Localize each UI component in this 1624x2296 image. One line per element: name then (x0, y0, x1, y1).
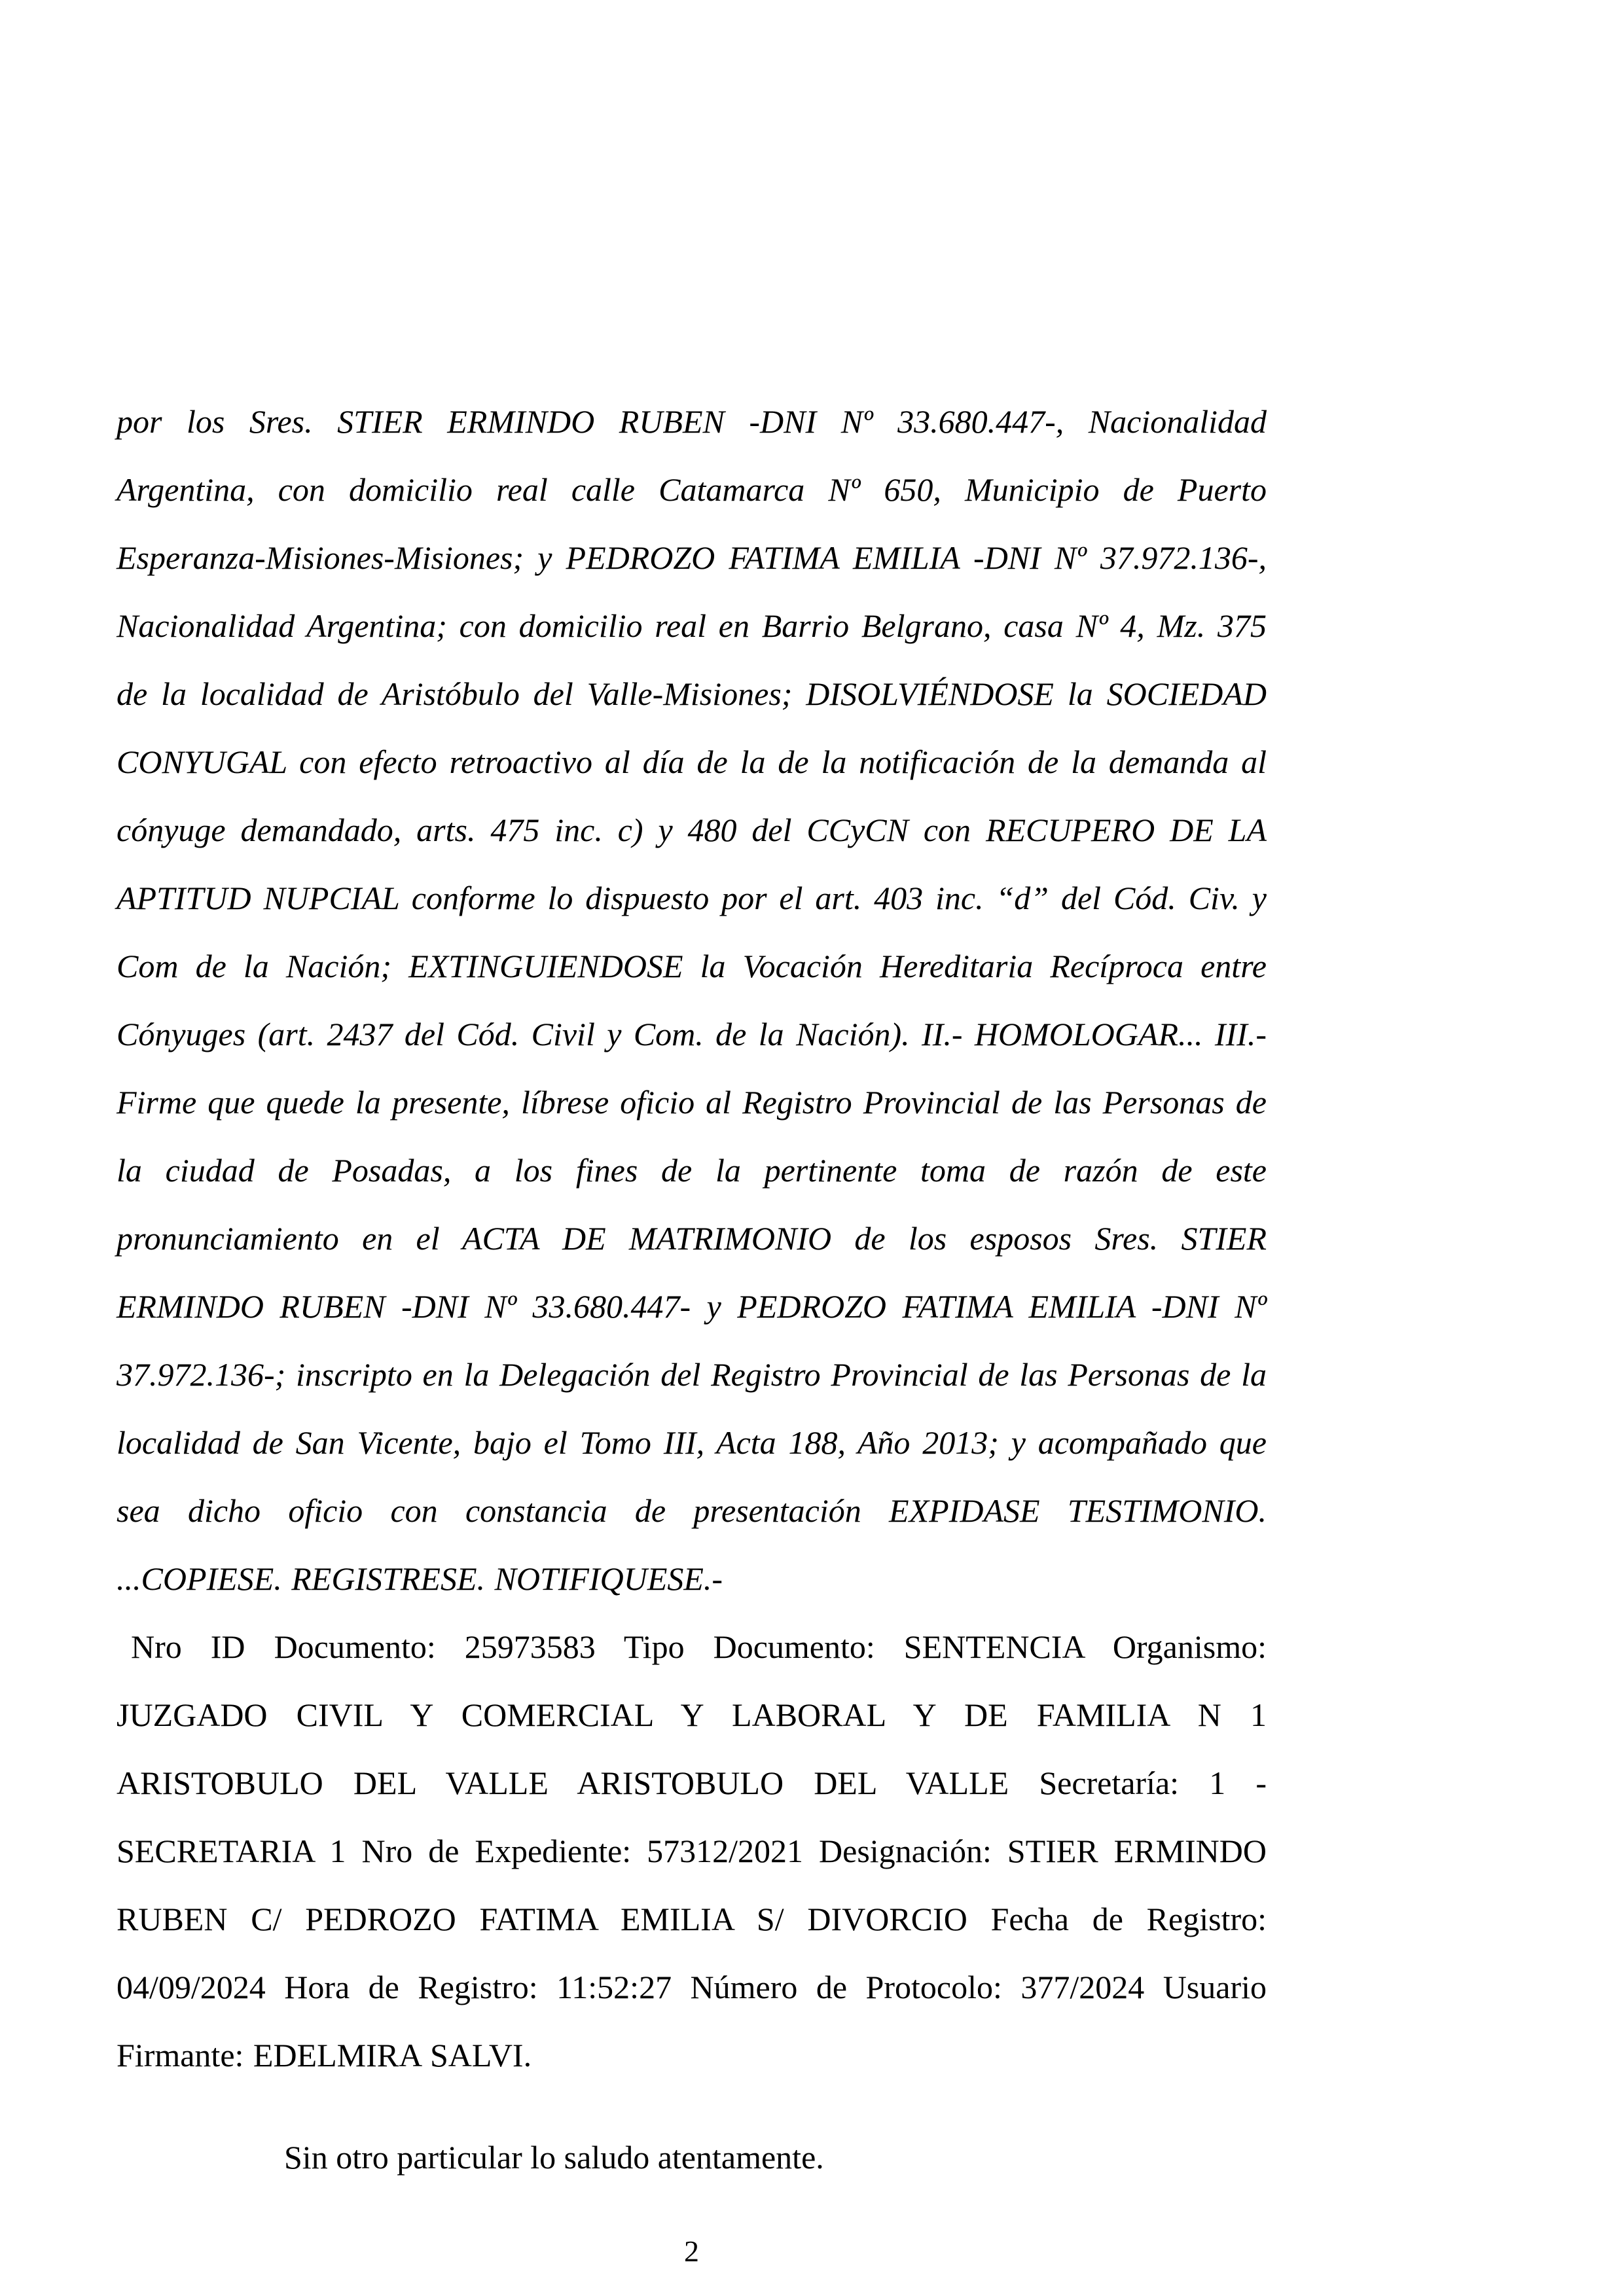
salutation-line: Sin otro particular lo saludo atentamente. (284, 2139, 824, 2176)
metadata-paragraph: Nro ID Documento: 25973583 Tipo Documento: SENTENCIA Organismo: JUZGADO CIVIL Y COMERCIAL Y LABORAL Y DE FAMILIA N 1 ARISTOBULO DEL VALLE ARISTOBULO DEL VALLE Secretaría: 1 - SECRETARIA 1 Nro de Expediente: 57312/2021 Designación: STIER ERMINDO RUBEN C/ PEDROZO FATIMA EMILIA S/ DIVORCIO Fecha de Registro: 04/09/2024 Hora de Registro: 11:52:27 Número de Protocolo: 377/2024 Usuario Firmante: EDELMIRA SALVI. (117, 1628, 1267, 2073)
text-block (117, 387, 1267, 2191)
page-number: 2 (684, 2234, 699, 2268)
resolution-paragraph: por los Sres. STIER ERMINDO RUBEN -DNI Nº 33.680.447-, Nacionalidad Argentina, con domicilio real calle Catamarca Nº 650, Municipio de Puerto Esperanza-Misiones-Misiones; y PEDROZO FATIMA EMILIA -DNI Nº 37.972.136-, Nacionalidad Argentina; con domicilio real en Barrio Belgrano, casa Nº 4, Mz. 375 de la localidad de Aristóbulo del Valle-Misiones; DISOLVIÉNDOSE la SOCIEDAD CONYUGAL con efecto retroactivo al día de la de la notificación de la demanda al cónyuge demandado, arts. 475 inc. c) y 480 del CCyCN con RECUPERO DE LA APTITUD NUPCIAL conforme lo dispuesto por el art. 403 inc. “d” del Cód. Civ. y Com de la Nación; EXTINGUIENDOSE la Vocación Hereditaria Recíproca entre Cónyuges (art. 2437 del Cód. Civil y Com. de la Nación). II.- HOMOLOGAR... III.- Firme que quede la presente, líbrese oficio al Registro Provincial de las Personas de la ciudad de Posadas, a los fines de la pertinente toma de razón de este pronunciamiento en el ACTA DE MATRIMONIO de los esposos Sres. STIER ERMINDO RUBEN -DNI Nº 33.680.447- y PEDROZO FATIMA EMILIA -DNI Nº 37.972.136-; inscripto en la Delegación del Registro Provincial de las Personas de la localidad de San Vicente, bajo el Tomo III, Acta 188, Año 2013; y acompañado que sea dicho oficio con constancia de presentación EXPIDASE TESTIMONIO. ...COPIESE. REGISTRESE. NOTIFIQUESE.- (117, 403, 1267, 1597)
